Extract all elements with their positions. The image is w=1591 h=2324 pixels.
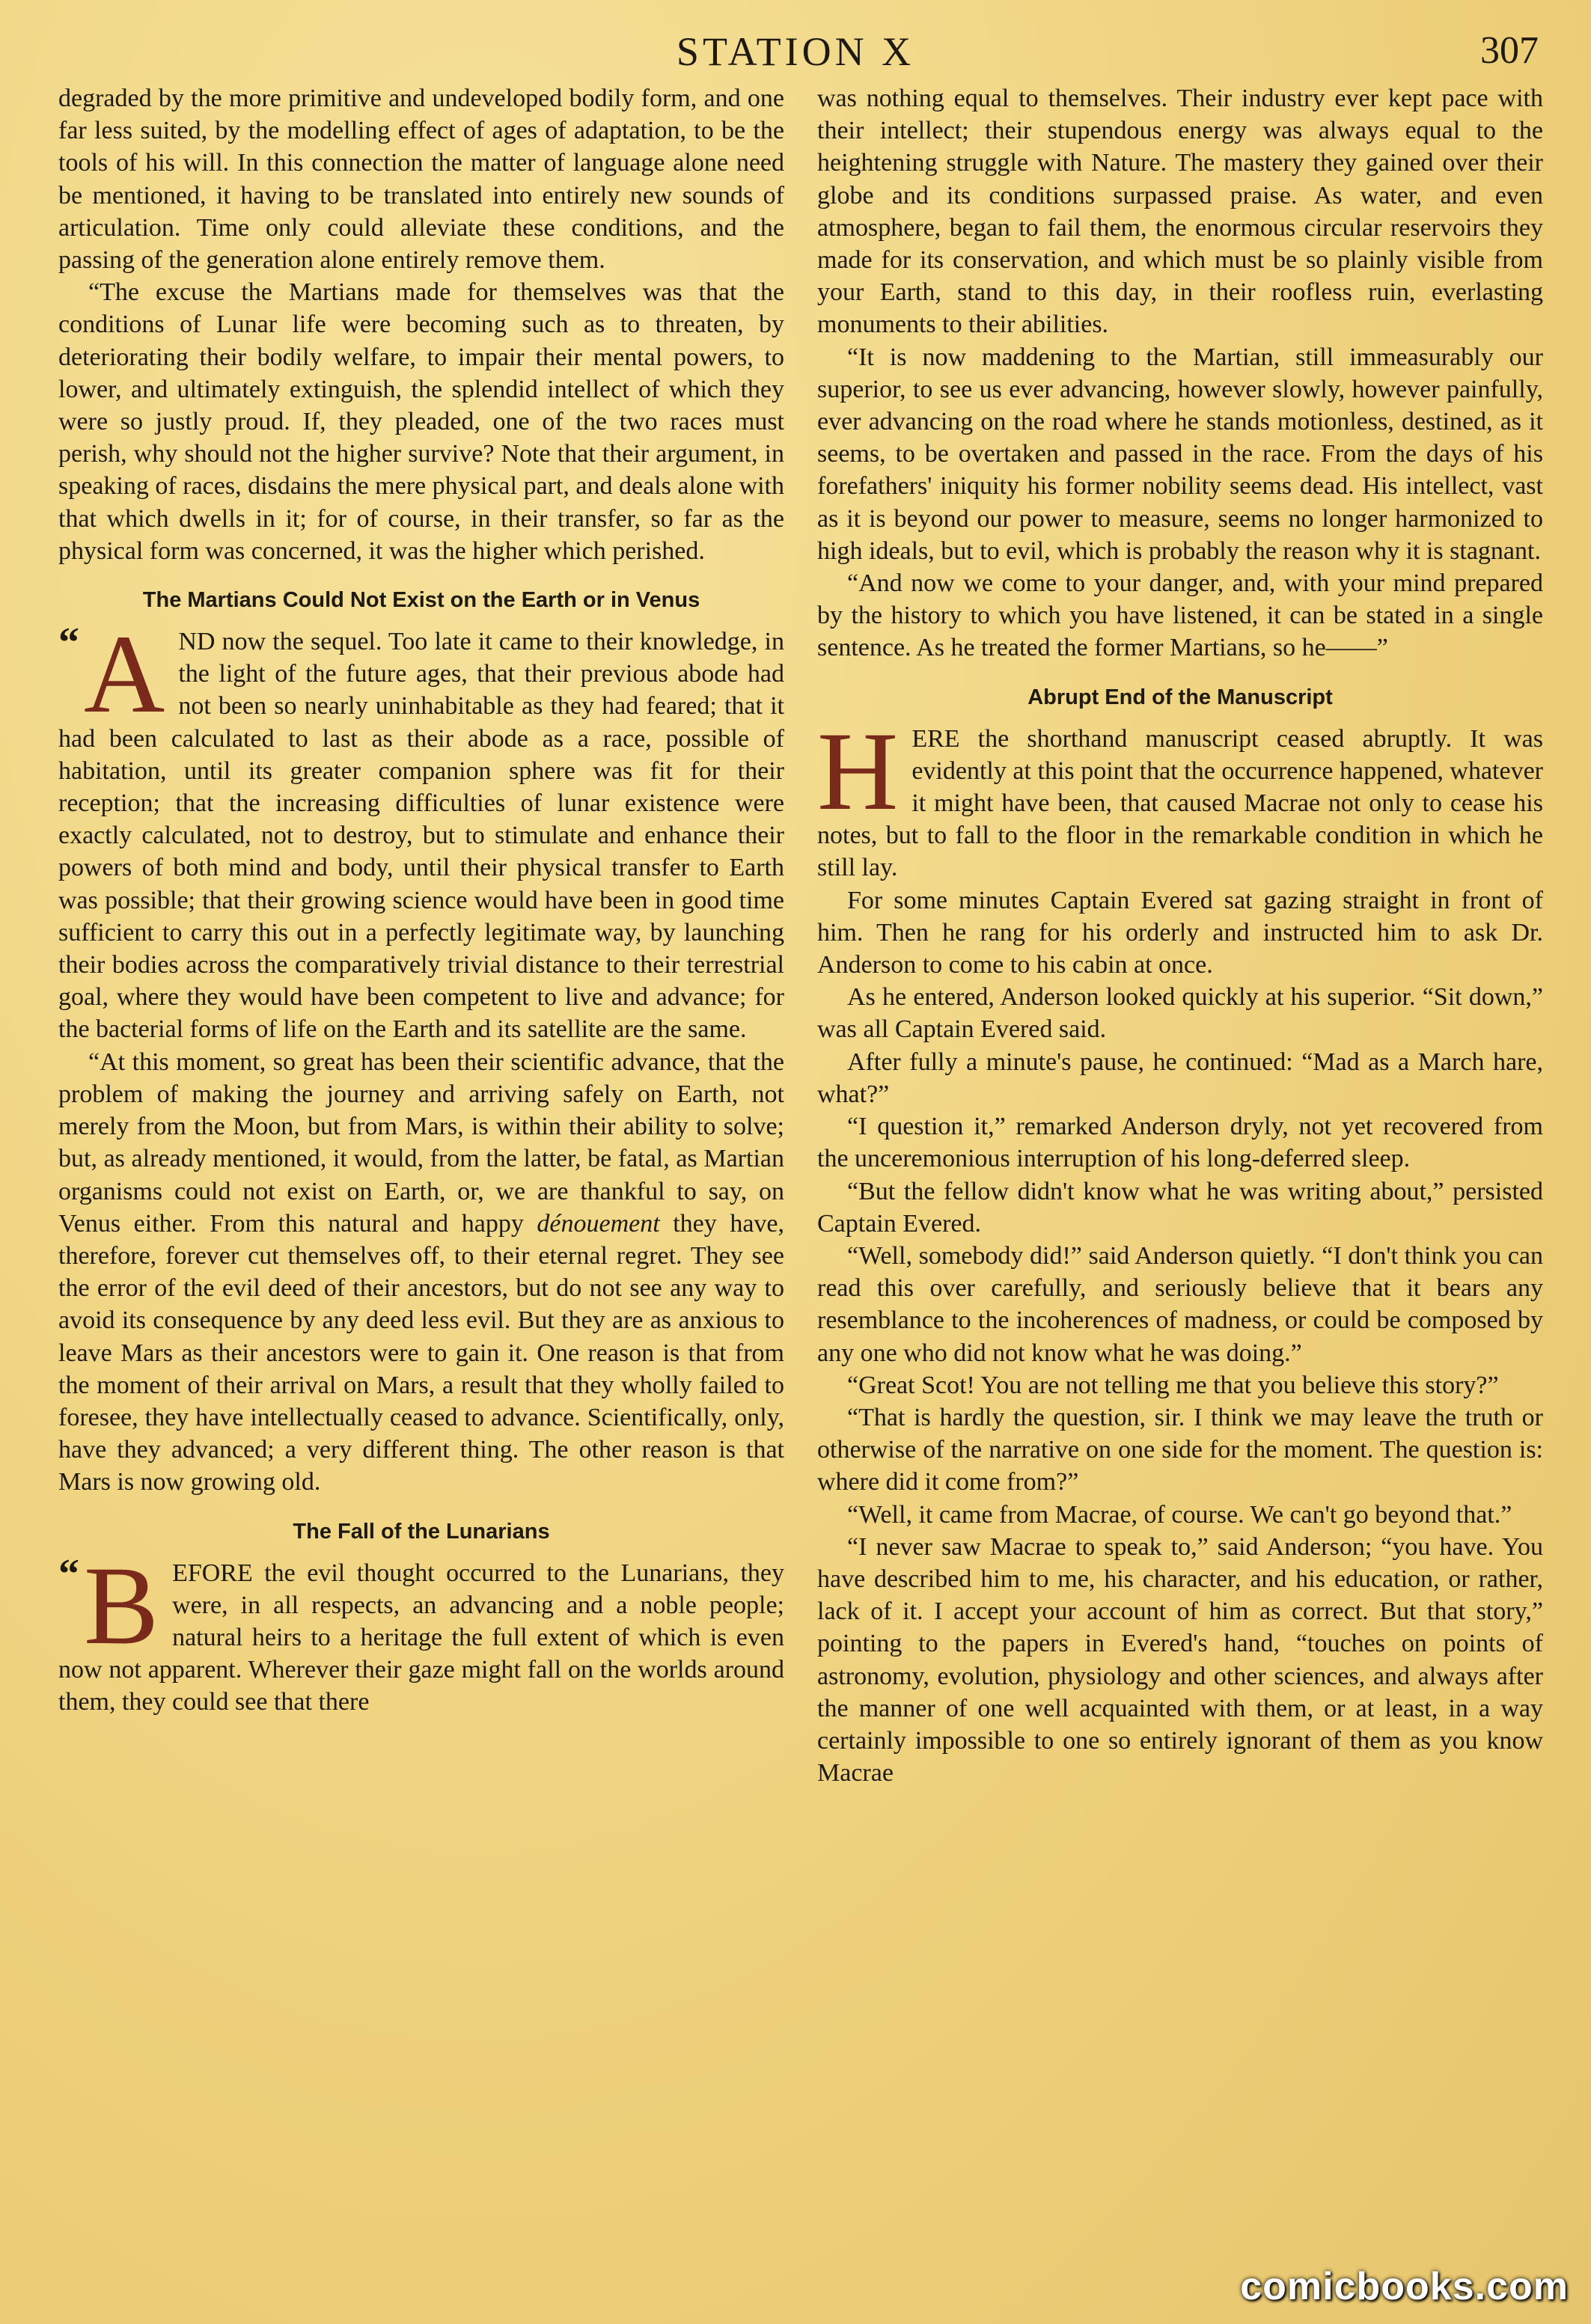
paragraph: “And now we come to your danger, and, with your mind prepared by the history to which you have listened, it can be stated in a single sentence. As he treated the former Martians, so he——” <box>817 569 1543 662</box>
paragraph-text: “At this moment, so great has been their scientific advance, that the problem of making the journey and arriving safely on Earth, not merely from the Moon, but from Mars, is within their ability to solve; but, as already mentioned, it would, from the latter, be fatal, as Martian organisms could not exist on Earth, or, we are thankful to say, on Venus either. From this natural and happy <box>58 1048 784 1238</box>
paragraph-text: they have, therefore, forever cut themselves off, to their eternal regret. They see the error of the evil deed of their ancestors, but do not see any way to avoid its consequence by any deed less evil. But they are as anxious to leave Mars as their ancestors were to gain it. One reason is that from the moment of their arrival on Mars, a result that they wholly failed to foresee, they have intellectually ceased to advance. Scientifically, only, have they advanced; a very different thing. The other reason is that Mars is now growing old. <box>58 1209 784 1496</box>
paragraph <box>58 1543 784 1719</box>
right-column <box>817 82 1543 1789</box>
paragraph: “The excuse the Martians made for themselves was that the conditions of Lunar life were becoming such as to threaten, by deteriorating their bodily welfare, to impair their mental powers, to lower, and ultimately extinguish, the splendid intellect of which they were so justly proud. If, they pleaded, one of the two races must perish, why should not the higher survive? Note that their argument, in speaking of races, disdains the mere physical part, and deals alone with that which dwells in it; for of course, in their transfer, so far as the physical form was concerned, it was the higher which perished. <box>58 278 784 565</box>
paragraph: “Well, it came from Macrae, of course. We can't go beyond that.” <box>847 1500 1512 1529</box>
section-heading: Abrupt End of the Manuscript <box>1027 685 1333 709</box>
paragraph: “That is hardly the question, sir. I think we may leave the truth or otherwise of the narrative on one side for the moment. The question is: where did it come from?” <box>817 1403 1543 1496</box>
paragraph: For some minutes Captain Evered sat gazing straight in front of him. Then he rang for his orderly and instructed him to ask Dr. Anderson to come to his cabin at once. <box>817 886 1543 979</box>
drop-cap: B <box>84 1543 159 1668</box>
paragraph: “It is now maddening to the Martian, still immeasurably our superior, to see us ever advancing, however slowly, however painfully, ever advancing on the road where he stands motionless, destined, as it seems, to be overtaken and passed in the race. From the days of his forefathers' iniquity his former nobility seems dead. His intellect, vast as it is beyond our power to measure, seems no longer harmonized to high ideals, but to evil, which is probably the reason why it is stagnant. <box>817 343 1543 565</box>
paragraph <box>58 1046 784 1499</box>
paragraph: “Great Scot! You are not telling me that you believe this story?” <box>847 1371 1499 1399</box>
paragraph: degraded by the more primitive and undeveloped bodily form, and one far less suited, by the modelling effect of ages of adaptation, to be the tools of his will. In this connection the matter of language alone need be mentioned, it having to be translated into entirely new sounds of articulation. Time only could alleviate these conditions, and the passing of the generation alone entirely remove them. <box>58 85 784 275</box>
section-heading: The Fall of the Lunarians <box>293 1519 550 1544</box>
page-header <box>0 22 1591 82</box>
paragraph-text: EFORE the evil thought occurred to the Lunarians, they were, in all respects, an advancing and a noble people; natural heirs to a heritage the full extent of which is even now not apparent. Wherever their gaze might fall on the worlds around them, they could see that there <box>58 1559 784 1716</box>
open-quote: “ <box>58 620 79 667</box>
paragraph: was nothing equal to themselves. Their industry ever kept pace with their intellect; their stupendous energy was always equal to the heightening struggle with Nature. The mastery they gained over their globe and its conditions surpassed praise. As water, and even atmosphere, began to fail them, the enormous circular reservoirs they made for its conservation, and which must be so plainly visible from your Earth, stand to this day, in their roofless ruin, everlasting monuments to their abilities. <box>817 85 1543 339</box>
paragraph <box>58 612 784 1046</box>
paragraph: After fully a minute's pause, he continued: “Mad as a March hare, what?” <box>817 1048 1543 1108</box>
running-head: STATION X <box>676 29 915 74</box>
paragraph: “I question it,” remarked Anderson dryly, not yet recovered from the unceremonious interruption of his long-deferred sleep. <box>817 1113 1543 1173</box>
open-quote: “ <box>58 1550 79 1597</box>
paragraph: “I never saw Macrae to speak to,” said Anderson; “you have. You have described him to me, his character, and his education, or rather, lack of it. I accept your account of him as correct. But that story,” pointing to the papers in Evered's hand, “touches on points of astronomy, evolution, physiology and other sciences, and always after the manner of one well acquainted with them, or at least, in a way certainly impossible to one so entirely ignorant of them as you know Macrae <box>817 1532 1543 1788</box>
paragraph: As he entered, Anderson looked quickly at his superior. “Sit down,” was all Captain Evered said. <box>817 983 1543 1044</box>
drop-cap: H <box>817 709 899 834</box>
left-column <box>58 82 784 1719</box>
paragraph <box>817 709 1543 884</box>
drop-cap: A <box>84 612 165 737</box>
italic-word: dénouement <box>537 1209 660 1238</box>
section-heading: The Martians Could Not Exist on the Earth or in Venus <box>142 588 700 613</box>
paragraph-text: ND now the sequel. Too late it came to their knowledge, in the light of the future ages, that their previous abode had not been so nearly uninhabitable as they had feared; that it had been calculated to last as their abode as a race, possible of habitation, until its greater companion sphere was fit for their reception; that the increasing difficulties of lunar existence were exactly calculated, not to destroy, but to stimulate and enhance their powers of both mind and body, until their physical transfer to Earth was possible; that their growing science would have been in good time sufficient to carry this out in a perfectly legitimate way, by launching their bodies across the comparatively trivial distance to their terrestrial goal, where they would have been competent to live and advance; for the bacterial forms of life on the Earth and its satellite are the same. <box>58 628 784 1044</box>
paragraph-text: ERE the shorthand manuscript ceased abruptly. It was evidently at this point that the occurrence happened, whatever it might have been, that caused Macrae not only to cease his notes, but to fall to the floor in the remarkable condition in which he still lay. <box>817 724 1543 882</box>
page-number: 307 <box>1480 29 1539 72</box>
paragraph: “But the fellow didn't know what he was writing about,” persisted Captain Evered. <box>817 1177 1543 1238</box>
site-watermark: comicbooks.com <box>1240 2265 1569 2308</box>
paragraph: “Well, somebody did!” said Anderson quietly. “I don't think you can read this over carefully, and seriously believe that it bears any resemblance to the incoherences of madness, or could be composed by any one who did not know what he was doing.” <box>817 1241 1543 1367</box>
